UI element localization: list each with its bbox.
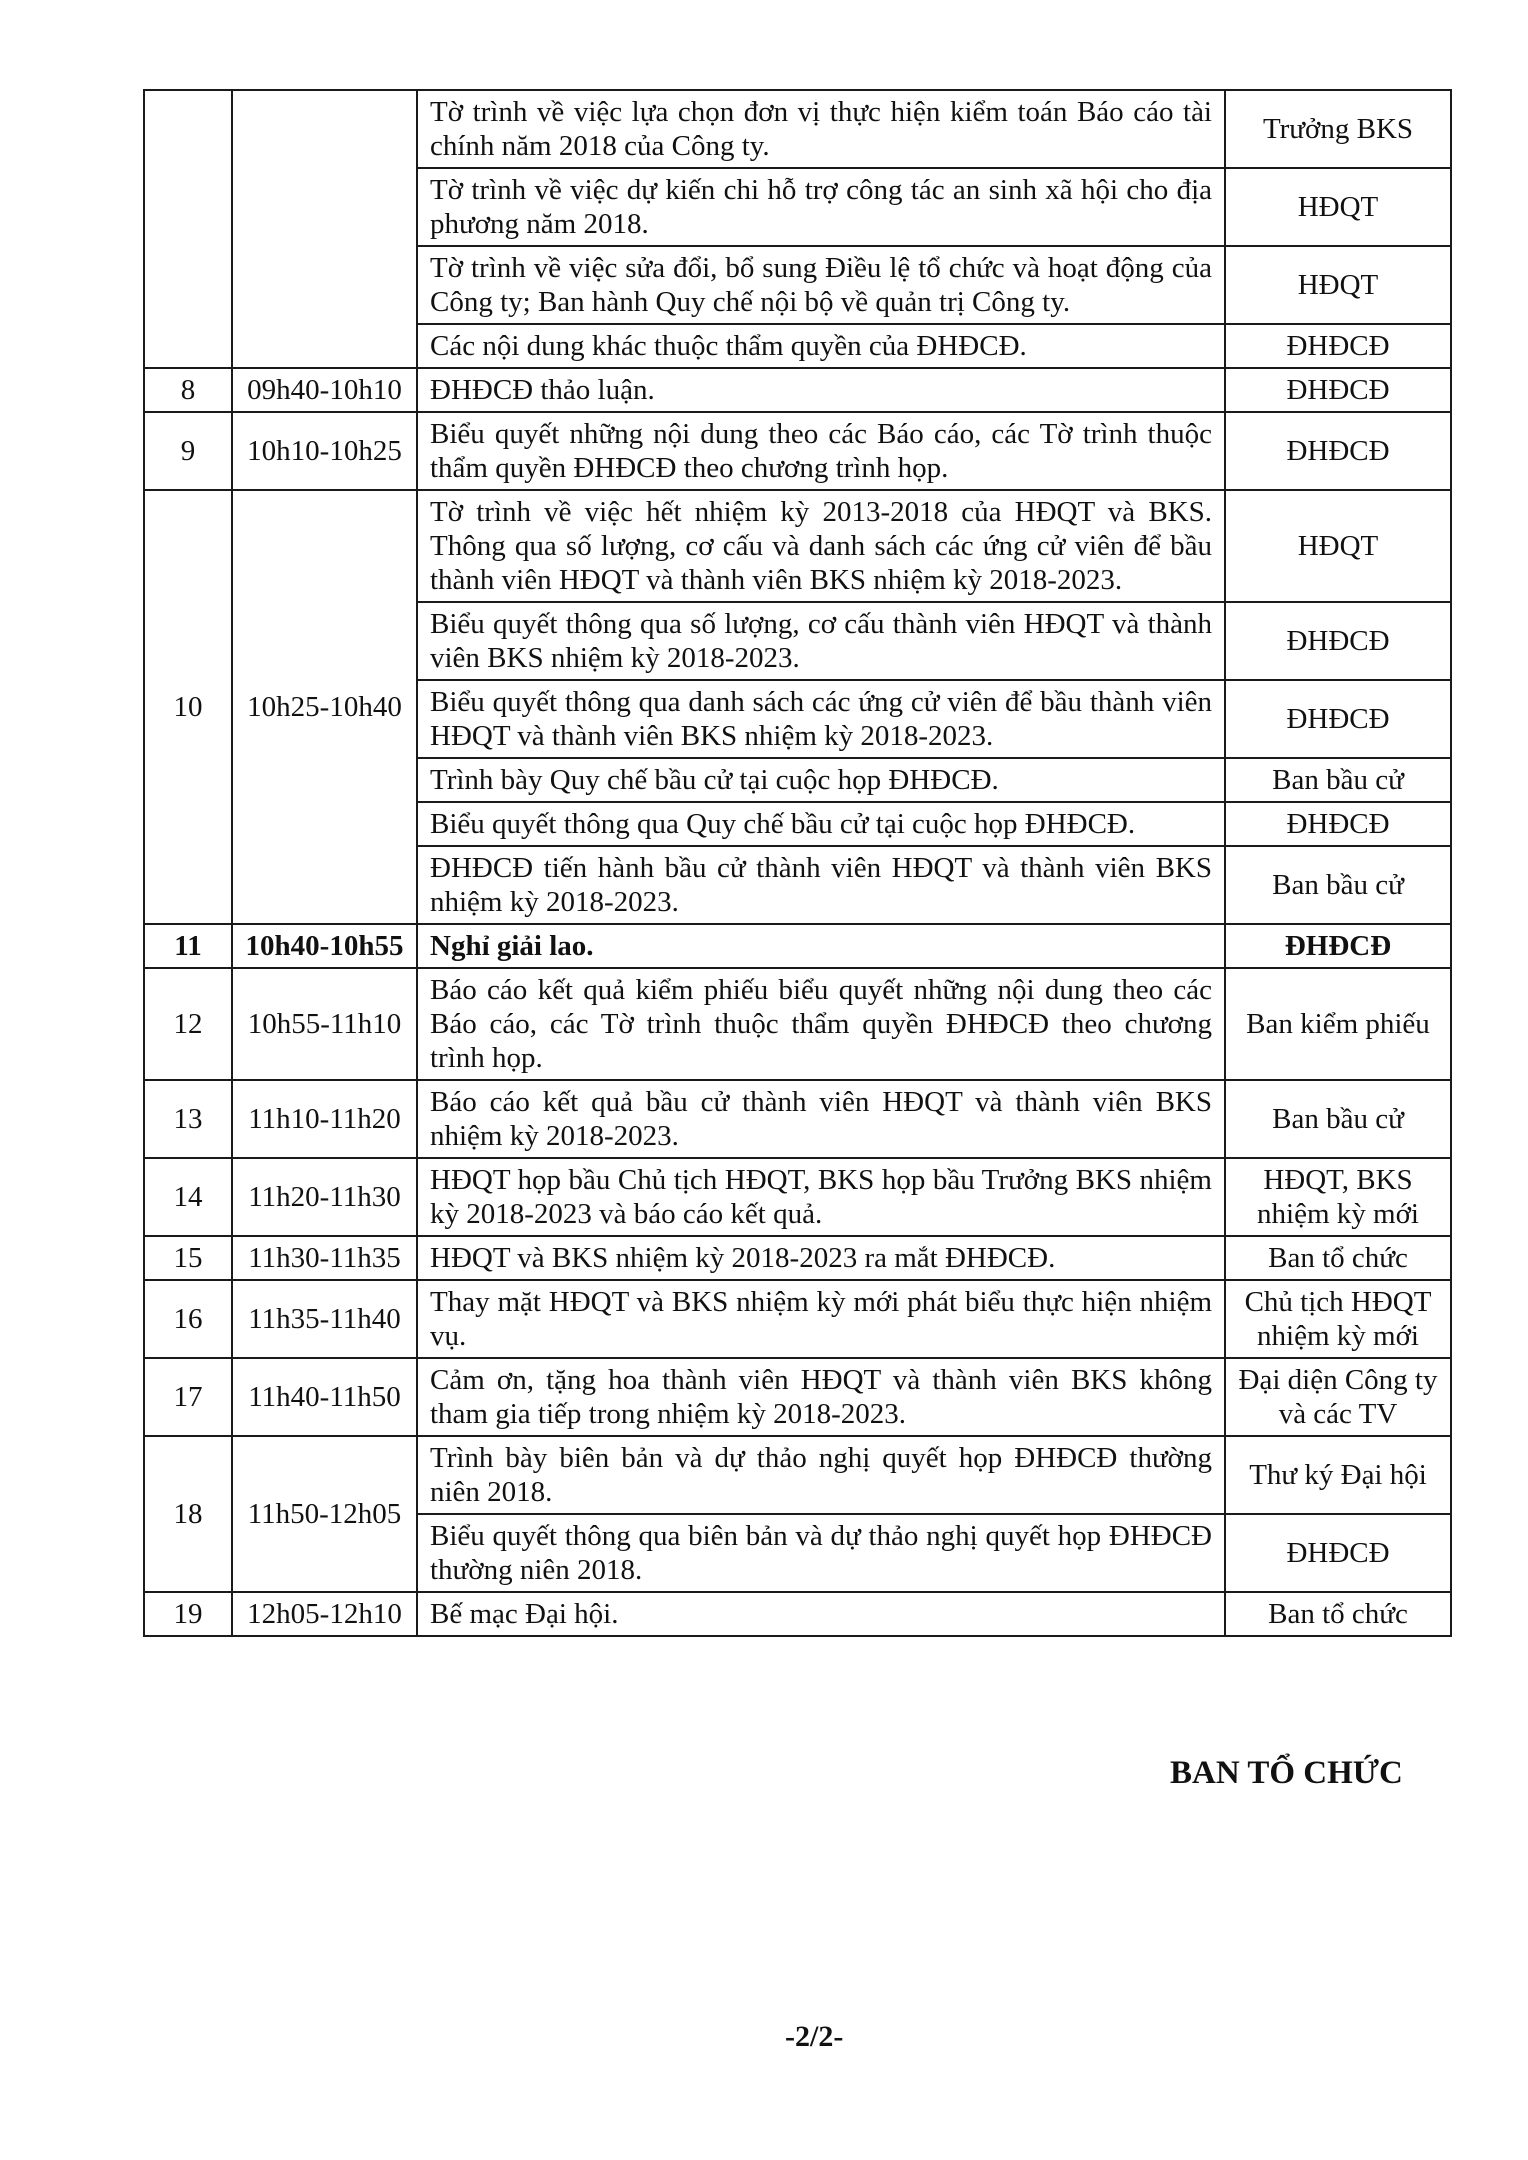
agenda-number-cell: 15 bbox=[144, 1236, 232, 1280]
agenda-content-cell: Biểu quyết thông qua Quy chế bầu cử tại cuộc họp ĐHĐCĐ. bbox=[417, 802, 1225, 846]
agenda-responsible-cell: ĐHĐCĐ bbox=[1225, 924, 1451, 968]
agenda-content-cell: Báo cáo kết quả kiểm phiếu biểu quyết những nội dung theo các Báo cáo, các Tờ trình thuộc thẩm quyền ĐHĐCĐ theo chương trình họp. bbox=[417, 968, 1225, 1080]
table-row bbox=[144, 368, 1451, 412]
agenda-content-cell: Báo cáo kết quả bầu cử thành viên HĐQT và thành viên BKS nhiệm kỳ 2018-2023. bbox=[417, 1080, 1225, 1158]
agenda-number-cell: 11 bbox=[144, 924, 232, 968]
signature: BAN TỔ CHỨC bbox=[1170, 1755, 1403, 1791]
agenda-number-cell: 14 bbox=[144, 1158, 232, 1236]
table-row bbox=[144, 1158, 1451, 1236]
agenda-number-cell bbox=[144, 90, 232, 368]
agenda-responsible-cell: Ban kiểm phiếu bbox=[1225, 968, 1451, 1080]
agenda-content-cell: Tờ trình về việc hết nhiệm kỳ 2013-2018 của HĐQT và BKS. Thông qua số lượng, cơ cấu và danh sách các ứng cử viên để bầu thành viên HĐQT và thành viên BKS nhiệm kỳ 2018-2023. bbox=[417, 490, 1225, 602]
table-row bbox=[144, 1592, 1451, 1636]
agenda-time-cell bbox=[232, 90, 417, 368]
agenda-time-cell: 11h30-11h35 bbox=[232, 1236, 417, 1280]
agenda-time-cell: 11h20-11h30 bbox=[232, 1158, 417, 1236]
agenda-responsible-cell: Chủ tịch HĐQT nhiệm kỳ mới bbox=[1225, 1280, 1451, 1358]
agenda-responsible-cell: ĐHĐCĐ bbox=[1225, 802, 1451, 846]
agenda-content-cell: ĐHĐCĐ thảo luận. bbox=[417, 368, 1225, 412]
agenda-time-cell: 10h55-11h10 bbox=[232, 968, 417, 1080]
agenda-time-cell: 09h40-10h10 bbox=[232, 368, 417, 412]
agenda-responsible-cell: Ban bầu cử bbox=[1225, 846, 1451, 924]
agenda-responsible-cell: Đại diện Công ty và các TV bbox=[1225, 1358, 1451, 1436]
table-row bbox=[144, 490, 1451, 602]
agenda-responsible-cell: ĐHĐCĐ bbox=[1225, 412, 1451, 490]
agenda-responsible-cell: HĐQT bbox=[1225, 246, 1451, 324]
agenda-content-cell: Nghỉ giải lao. bbox=[417, 924, 1225, 968]
agenda-content-cell: ĐHĐCĐ tiến hành bầu cử thành viên HĐQT và thành viên BKS nhiệm kỳ 2018-2023. bbox=[417, 846, 1225, 924]
agenda-number-cell: 18 bbox=[144, 1436, 232, 1592]
agenda-table-body bbox=[144, 90, 1451, 1636]
agenda-content-cell: Tờ trình về việc dự kiến chi hỗ trợ công tác an sinh xã hội cho địa phương năm 2018. bbox=[417, 168, 1225, 246]
agenda-responsible-cell: HĐQT bbox=[1225, 490, 1451, 602]
agenda-responsible-cell: HĐQT, BKS nhiệm kỳ mới bbox=[1225, 1158, 1451, 1236]
agenda-responsible-cell: HĐQT bbox=[1225, 168, 1451, 246]
agenda-number-cell: 12 bbox=[144, 968, 232, 1080]
agenda-content-cell: Trình bày Quy chế bầu cử tại cuộc họp ĐHĐCĐ. bbox=[417, 758, 1225, 802]
agenda-responsible-cell: ĐHĐCĐ bbox=[1225, 680, 1451, 758]
agenda-time-cell: 11h10-11h20 bbox=[232, 1080, 417, 1158]
agenda-number-cell: 8 bbox=[144, 368, 232, 412]
table-row bbox=[144, 1280, 1451, 1358]
agenda-content-cell: Tờ trình về việc lựa chọn đơn vị thực hiện kiểm toán Báo cáo tài chính năm 2018 của Công ty. bbox=[417, 90, 1225, 168]
agenda-time-cell: 10h40-10h55 bbox=[232, 924, 417, 968]
agenda-time-cell: 11h50-12h05 bbox=[232, 1436, 417, 1592]
agenda-content-cell: HĐQT họp bầu Chủ tịch HĐQT, BKS họp bầu Trưởng BKS nhiệm kỳ 2018-2023 và báo cáo kết quả. bbox=[417, 1158, 1225, 1236]
agenda-number-cell: 19 bbox=[144, 1592, 232, 1636]
agenda-number-cell: 10 bbox=[144, 490, 232, 924]
agenda-responsible-cell: Ban bầu cử bbox=[1225, 1080, 1451, 1158]
agenda-content-cell: Biểu quyết thông qua danh sách các ứng cử viên để bầu thành viên HĐQT và thành viên BKS nhiệm kỳ 2018-2023. bbox=[417, 680, 1225, 758]
table-row bbox=[144, 90, 1451, 168]
agenda-responsible-cell: Trưởng BKS bbox=[1225, 90, 1451, 168]
agenda-content-cell: Cảm ơn, tặng hoa thành viên HĐQT và thành viên BKS không tham gia tiếp trong nhiệm kỳ 2018-2023. bbox=[417, 1358, 1225, 1436]
agenda-content-cell: Biểu quyết thông qua số lượng, cơ cấu thành viên HĐQT và thành viên BKS nhiệm kỳ 2018-2023. bbox=[417, 602, 1225, 680]
agenda-time-cell: 10h10-10h25 bbox=[232, 412, 417, 490]
agenda-content-cell: HĐQT và BKS nhiệm kỳ 2018-2023 ra mắt ĐHĐCĐ. bbox=[417, 1236, 1225, 1280]
table-row bbox=[144, 1436, 1451, 1514]
agenda-time-cell: 11h35-11h40 bbox=[232, 1280, 417, 1358]
agenda-responsible-cell: Ban bầu cử bbox=[1225, 758, 1451, 802]
agenda-number-cell: 16 bbox=[144, 1280, 232, 1358]
agenda-time-cell: 12h05-12h10 bbox=[232, 1592, 417, 1636]
agenda-responsible-cell: ĐHĐCĐ bbox=[1225, 368, 1451, 412]
agenda-content-cell: Bế mạc Đại hội. bbox=[417, 1592, 1225, 1636]
agenda-time-cell: 10h25-10h40 bbox=[232, 490, 417, 924]
table-row bbox=[144, 968, 1451, 1080]
agenda-content-cell: Biểu quyết thông qua biên bản và dự thảo nghị quyết họp ĐHĐCĐ thường niên 2018. bbox=[417, 1514, 1225, 1592]
table-row bbox=[144, 412, 1451, 490]
agenda-responsible-cell: ĐHĐCĐ bbox=[1225, 324, 1451, 368]
agenda-content-cell: Biểu quyết những nội dung theo các Báo cáo, các Tờ trình thuộc thẩm quyền ĐHĐCĐ theo chương trình họp. bbox=[417, 412, 1225, 490]
table-row bbox=[144, 924, 1451, 968]
table-row bbox=[144, 1080, 1451, 1158]
agenda-responsible-cell: Ban tổ chức bbox=[1225, 1236, 1451, 1280]
agenda-content-cell: Tờ trình về việc sửa đổi, bổ sung Điều lệ tổ chức và hoạt động của Công ty; Ban hành Quy chế nội bộ về quản trị Công ty. bbox=[417, 246, 1225, 324]
agenda-responsible-cell: ĐHĐCĐ bbox=[1225, 1514, 1451, 1592]
agenda-content-cell: Trình bày biên bản và dự thảo nghị quyết họp ĐHĐCĐ thường niên 2018. bbox=[417, 1436, 1225, 1514]
agenda-time-cell: 11h40-11h50 bbox=[232, 1358, 417, 1436]
table-row bbox=[144, 1236, 1451, 1280]
agenda-content-cell: Thay mặt HĐQT và BKS nhiệm kỳ mới phát biểu thực hiện nhiệm vụ. bbox=[417, 1280, 1225, 1358]
page-number: -2/2- bbox=[785, 2020, 844, 2053]
agenda-responsible-cell: ĐHĐCĐ bbox=[1225, 602, 1451, 680]
table-row bbox=[144, 1358, 1451, 1436]
agenda-responsible-cell: Ban tổ chức bbox=[1225, 1592, 1451, 1636]
agenda-table bbox=[143, 89, 1452, 1637]
agenda-content-cell: Các nội dung khác thuộc thẩm quyền của ĐHĐCĐ. bbox=[417, 324, 1225, 368]
agenda-number-cell: 13 bbox=[144, 1080, 232, 1158]
agenda-number-cell: 17 bbox=[144, 1358, 232, 1436]
agenda-responsible-cell: Thư ký Đại hội bbox=[1225, 1436, 1451, 1514]
agenda-number-cell: 9 bbox=[144, 412, 232, 490]
